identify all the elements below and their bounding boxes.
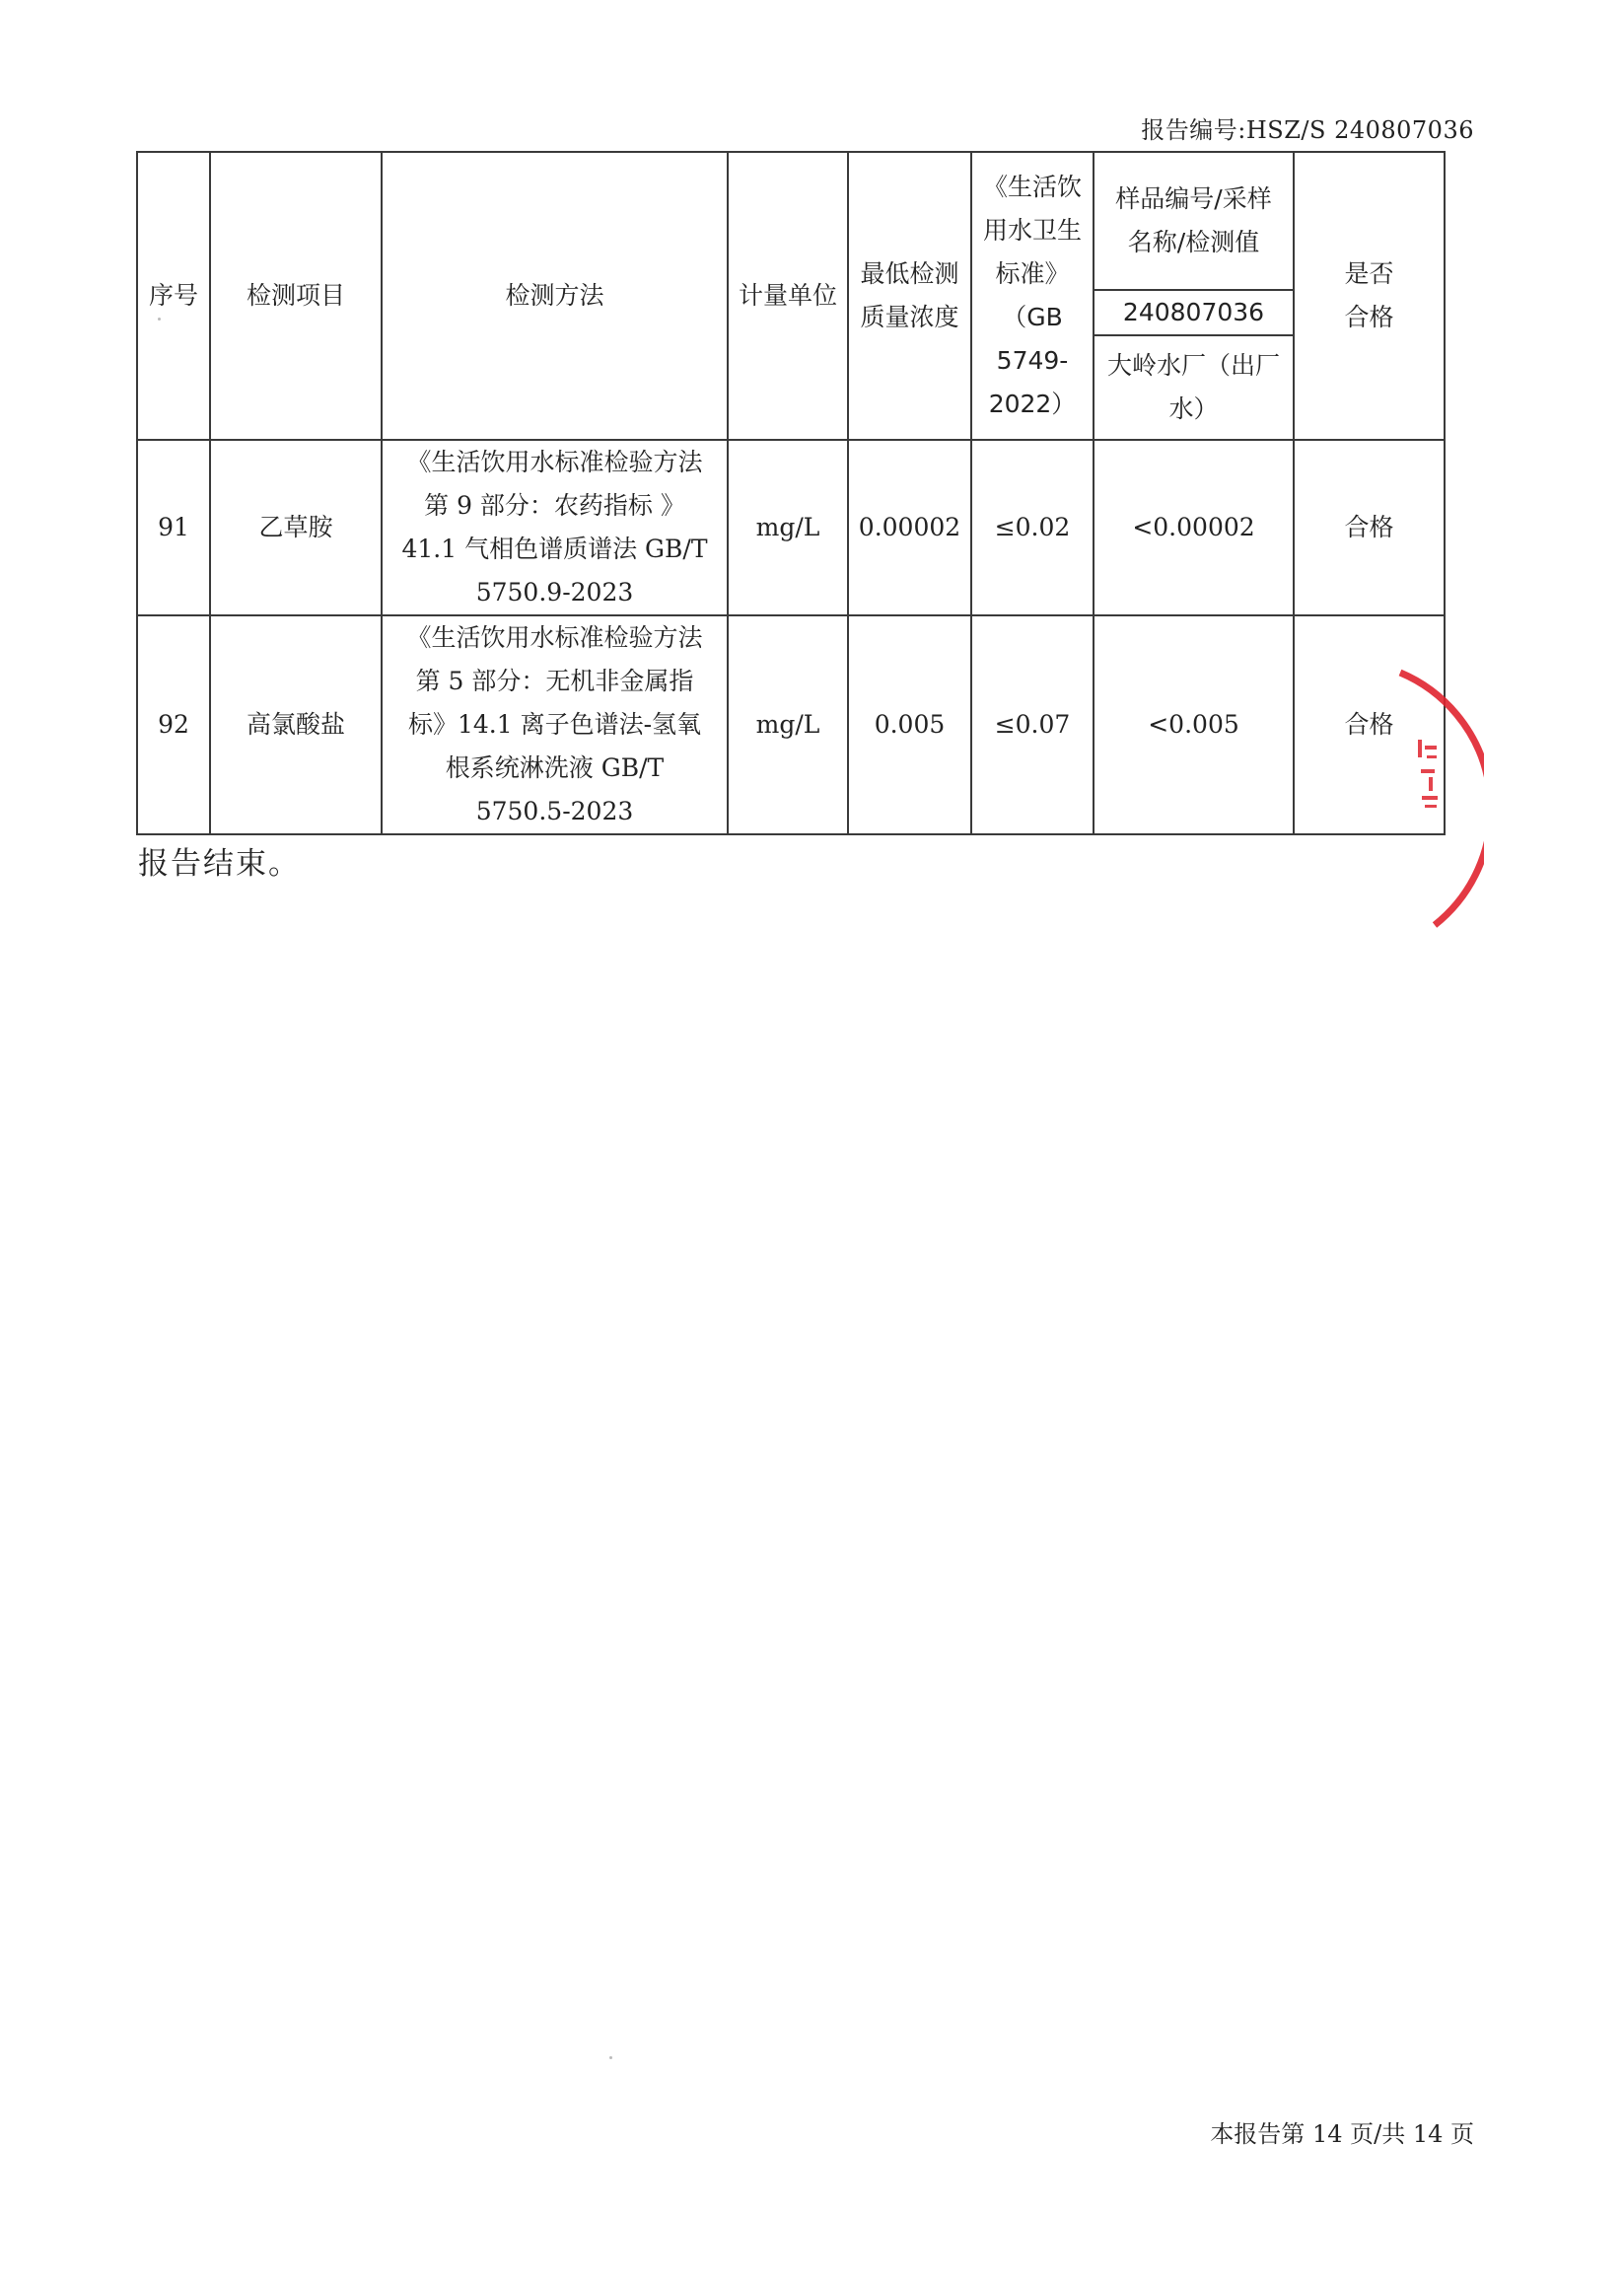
seal-glyph-marks <box>1418 740 1438 808</box>
header-min-detect-line: 质量浓度 <box>860 303 959 331</box>
header-pass <box>1294 152 1445 440</box>
header-standard-line: 标准》 <box>995 259 1070 288</box>
header-method: 检测方法 <box>382 152 728 440</box>
method-line: 41.1 气相色谱质谱法 GB/T <box>401 535 708 563</box>
report-end-note: 报告结束。 <box>138 846 301 882</box>
page-number: 本报告第 14 页/共 14 页 <box>1210 2120 1474 2148</box>
header-pass-line: 合格 <box>1344 303 1394 331</box>
header-standard-line: 5749- <box>996 346 1069 375</box>
report-number: 报告编号:HSZ/S 240807036 <box>1141 116 1474 144</box>
row-limit: ≤0.07 <box>971 615 1094 834</box>
row-pass: 合格 <box>1294 615 1445 834</box>
header-sample <box>1094 152 1294 290</box>
row-seq: 92 <box>137 615 210 834</box>
header-pass-line: 是否 <box>1344 259 1394 288</box>
row-item: 乙草胺 <box>210 440 382 615</box>
row-method <box>382 440 728 615</box>
header-standard-line: （GB <box>1002 303 1063 331</box>
header-unit: 计量单位 <box>728 152 848 440</box>
header-item: 检测项目 <box>210 152 382 440</box>
row-unit: mg/L <box>728 615 848 834</box>
scan-speck <box>158 318 161 321</box>
method-line: 《生活饮用水标准检验方法 <box>406 623 703 652</box>
header-standard-line: 2022） <box>988 390 1077 418</box>
method-line: 第 5 部分：无机非金属指 <box>415 667 694 695</box>
row-value: <0.00002 <box>1094 440 1294 615</box>
table-row <box>137 440 1445 615</box>
header-min-detect <box>848 152 971 440</box>
header-sample-line: 样品编号/采样 <box>1115 184 1272 213</box>
header-standard-line: 用水卫生 <box>982 216 1082 245</box>
sample-name-line: 水） <box>1168 394 1219 423</box>
row-pass: 合格 <box>1294 440 1445 615</box>
method-line: 第 9 部分：农药指标 》 <box>424 491 685 520</box>
method-line: 5750.5-2023 <box>475 797 634 825</box>
row-value: <0.005 <box>1094 615 1294 834</box>
sample-name <box>1094 335 1294 440</box>
method-line: 根系统淋洗液 GB/T <box>445 753 665 782</box>
sample-number: 240807036 <box>1094 290 1294 335</box>
row-item: 高氯酸盐 <box>210 615 382 834</box>
row-min-detect: 0.005 <box>848 615 971 834</box>
row-min-detect: 0.00002 <box>848 440 971 615</box>
method-line: 5750.9-2023 <box>475 578 634 607</box>
header-standard <box>971 152 1094 440</box>
method-line: 《生活饮用水标准检验方法 <box>406 448 703 476</box>
row-unit: mg/L <box>728 440 848 615</box>
seal-ring <box>1400 673 1484 925</box>
method-line: 标》14.1 离子色谱法-氢氧 <box>407 710 702 739</box>
results-table <box>136 151 1446 835</box>
header-min-detect-line: 最低检测 <box>860 259 959 288</box>
scan-speck <box>609 2056 612 2059</box>
row-method <box>382 615 728 834</box>
header-seq: 序号 <box>137 152 210 440</box>
header-sample-line: 名称/检测值 <box>1127 228 1260 256</box>
row-seq: 91 <box>137 440 210 615</box>
header-standard-line: 《生活饮 <box>982 173 1082 201</box>
official-seal <box>1376 661 1484 937</box>
sample-name-line: 大岭水厂（出厂 <box>1106 351 1280 380</box>
table-row <box>137 615 1445 834</box>
row-limit: ≤0.02 <box>971 440 1094 615</box>
